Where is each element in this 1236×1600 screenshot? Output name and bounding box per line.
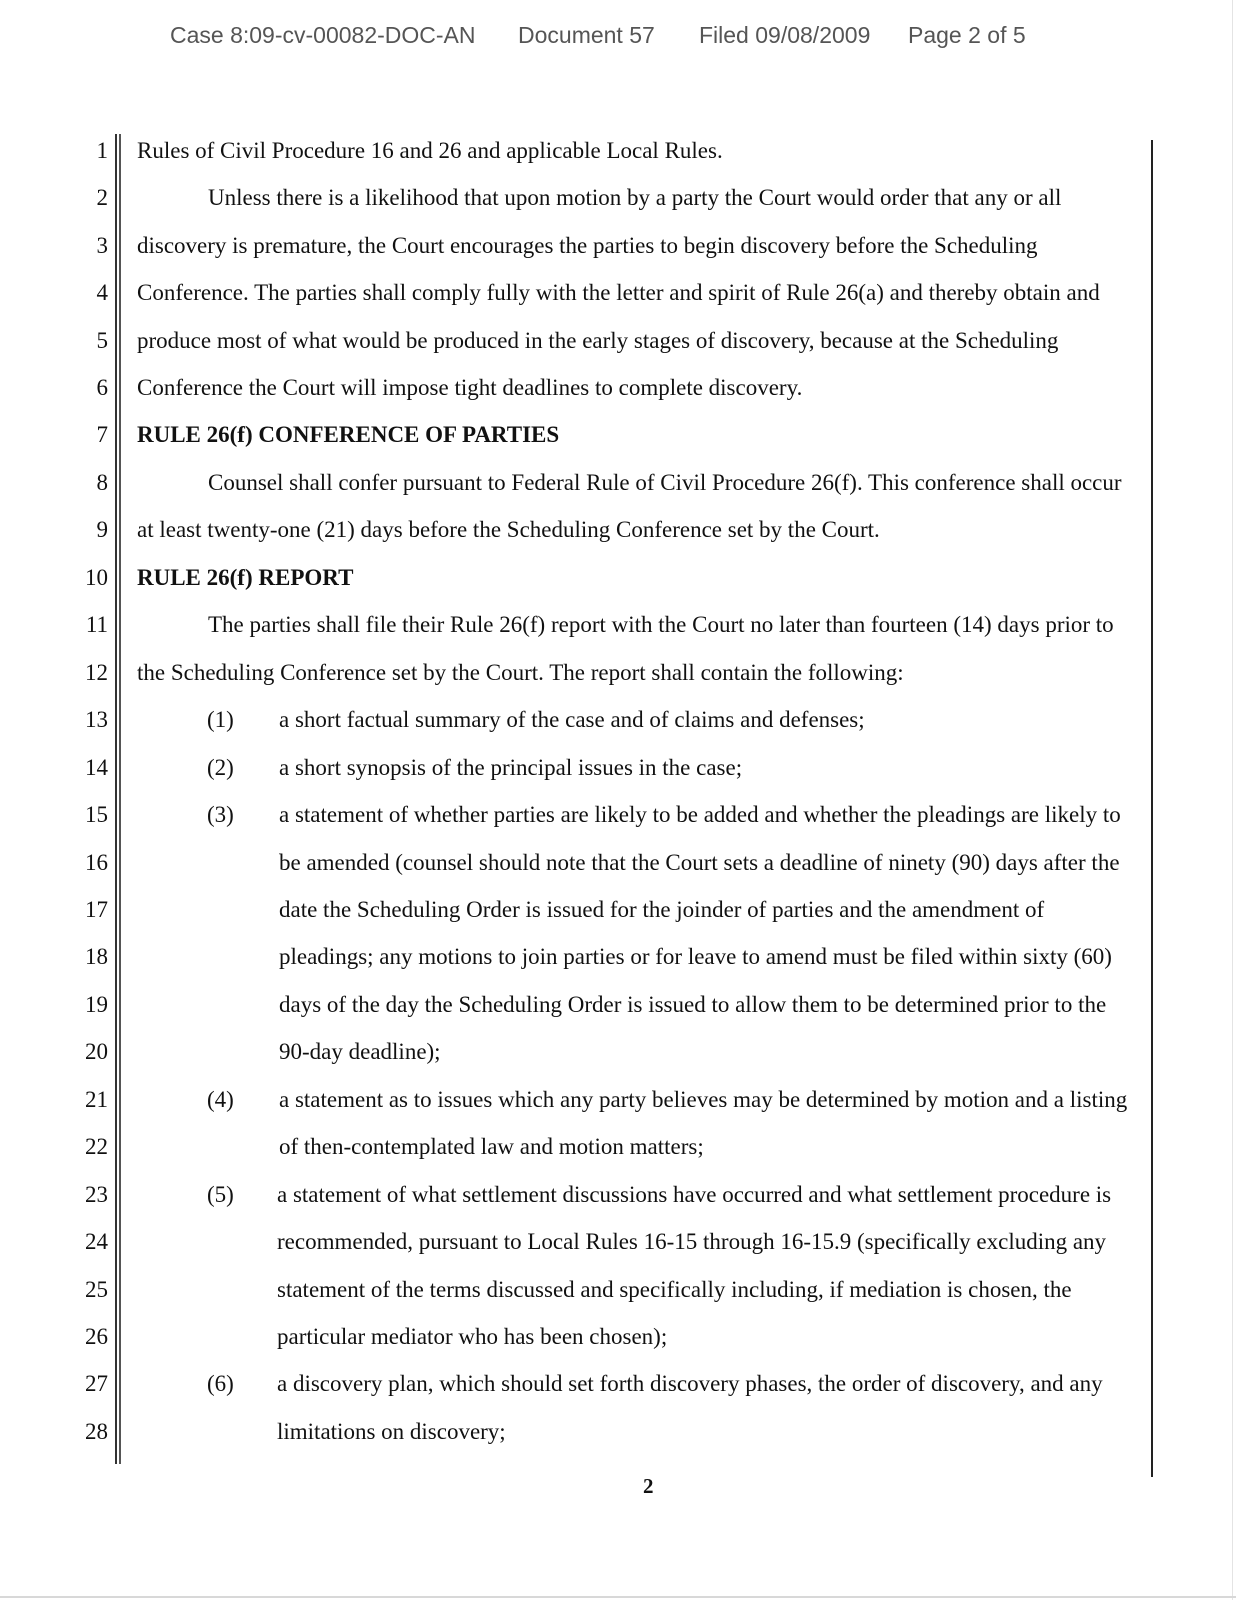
item-number: (5)	[207, 1182, 234, 1207]
line-number: 20	[85, 1039, 108, 1064]
list-item-text: statement of the terms discussed and specifically including, if mediation is chosen, the	[277, 1277, 1072, 1302]
paragraph-start: The parties shall file their Rule 26(f) report with the Court no later than fourteen (14) days prior to	[208, 612, 1114, 637]
line-number: 24	[85, 1229, 108, 1254]
line-number: 15	[85, 802, 108, 827]
line-number: 4	[96, 280, 108, 305]
section-heading-conference: RULE 26(f) CONFERENCE OF PARTIES	[137, 422, 560, 447]
line-number: 23	[85, 1182, 108, 1207]
line-number: 6	[96, 375, 108, 400]
paragraph-start: Unless there is a likelihood that upon motion by a party the Court would order that any or all	[208, 185, 1062, 210]
line-number: 22	[85, 1134, 108, 1159]
text-line: at least twenty-one (21) days before the Scheduling Conference set by the Court.	[137, 517, 880, 542]
item-number: (2)	[207, 755, 234, 780]
list-item-text: limitations on discovery;	[277, 1419, 506, 1444]
line-number: 14	[85, 755, 108, 780]
list-item-text: a discovery plan, which should set forth discovery phases, the order of discovery, and any	[277, 1371, 1103, 1396]
text-line: discovery is premature, the Court encourages the parties to begin discovery before the Scheduling	[137, 233, 1038, 258]
line-number: 9	[96, 517, 108, 542]
left-margin-rule-inner	[119, 134, 121, 1464]
list-item-text: of then-contemplated law and motion matters;	[279, 1134, 704, 1159]
list-item-text: pleadings; any motions to join parties or for leave to amend must be filed within sixty (60)	[279, 944, 1112, 969]
left-margin-rule	[115, 134, 117, 1464]
line-number: 16	[85, 850, 108, 875]
line-number: 3	[96, 233, 108, 258]
list-item-text: date the Scheduling Order is issued for the joinder of parties and the amendment of	[279, 897, 1045, 922]
page-indicator: Page 2 of 5	[908, 22, 1026, 48]
case-number: Case 8:09-cv-00082-DOC-AN	[170, 22, 476, 48]
section-heading-report: RULE 26(f) REPORT	[137, 565, 354, 590]
page-number: 2	[643, 1474, 654, 1498]
line-number: 12	[85, 660, 108, 685]
list-item-text: 90-day deadline);	[279, 1039, 441, 1064]
line-number: 25	[85, 1277, 108, 1302]
item-number: (3)	[207, 802, 234, 827]
list-item-text: recommended, pursuant to Local Rules 16-15 through 16-15.9 (specifically excluding any	[277, 1229, 1107, 1254]
list-item-text: a short factual summary of the case and of claims and defenses;	[279, 707, 865, 732]
list-item-text: a statement of whether parties are likely to be added and whether the pleadings are likely to	[279, 802, 1121, 827]
line-number: 17	[85, 897, 108, 922]
line-number: 7	[96, 422, 108, 447]
text-line: the Scheduling Conference set by the Court. The report shall contain the following:	[137, 660, 904, 685]
document-number: Document 57	[518, 22, 655, 48]
line-number: 11	[85, 612, 108, 637]
line-number: 21	[85, 1087, 108, 1112]
list-item-text: a statement as to issues which any party believes may be determined by motion and a listing	[279, 1087, 1128, 1112]
line-number: 13	[85, 707, 108, 732]
list-item-text: particular mediator who has been chosen);	[277, 1324, 668, 1349]
list-item-text: days of the day the Scheduling Order is issued to allow them to be determined prior to the	[279, 992, 1107, 1017]
text-line: produce most of what would be produced in the early stages of discovery, because at the Scheduling	[137, 328, 1059, 353]
right-margin-rule	[1151, 140, 1153, 1477]
line-number: 1	[96, 138, 108, 163]
list-item-text: a short synopsis of the principal issues in the case;	[279, 755, 743, 780]
page-bottom-edge	[0, 1596, 1236, 1598]
list-item-text: be amended (counsel should note that the Court sets a deadline of ninety (90) days after the	[279, 850, 1120, 875]
item-number: (4)	[207, 1087, 234, 1112]
item-number: (6)	[207, 1371, 234, 1396]
page-edge	[1232, 0, 1233, 1600]
line-number: 8	[96, 470, 108, 495]
text-line: Rules of Civil Procedure 16 and 26 and applicable Local Rules.	[137, 138, 723, 163]
text-line: Conference the Court will impose tight deadlines to complete discovery.	[137, 375, 803, 400]
line-number: 19	[85, 992, 108, 1017]
line-number: 27	[85, 1371, 108, 1396]
line-number: 28	[85, 1419, 108, 1444]
item-number: (1)	[207, 707, 234, 732]
line-number: 5	[96, 328, 108, 353]
line-number: 10	[85, 565, 108, 590]
text-line: Conference. The parties shall comply fully with the letter and spirit of Rule 26(a) and thereby obtain and	[137, 280, 1100, 305]
paragraph-start: Counsel shall confer pursuant to Federal Rule of Civil Procedure 26(f). This conference shall occur	[208, 470, 1122, 495]
filed-date: Filed 09/08/2009	[699, 22, 871, 48]
line-number: 26	[85, 1324, 108, 1349]
list-item-text: a statement of what settlement discussions have occurred and what settlement procedure is	[277, 1182, 1112, 1207]
line-number: 18	[85, 944, 108, 969]
line-number: 2	[96, 185, 108, 210]
